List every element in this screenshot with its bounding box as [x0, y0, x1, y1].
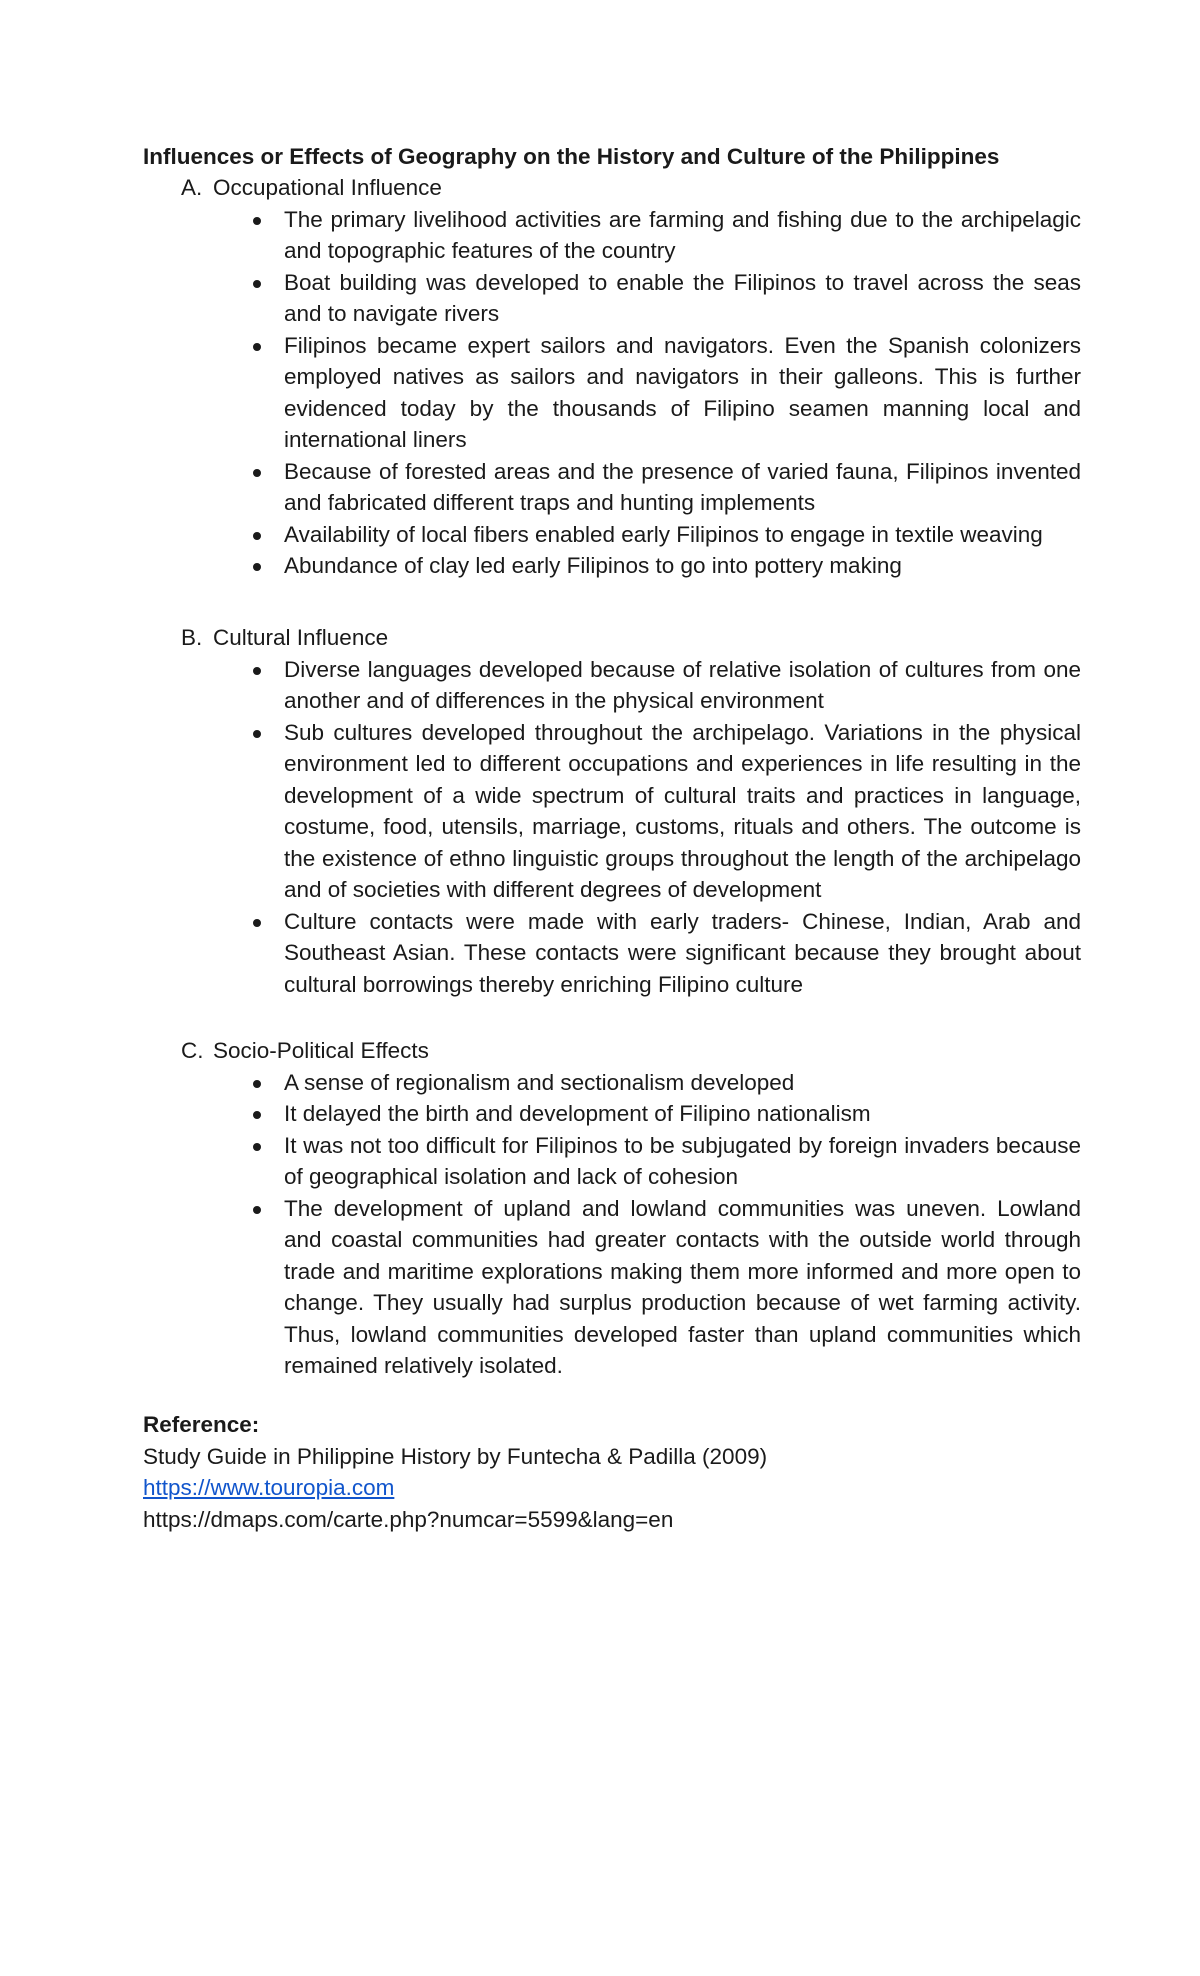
reference-link-touropia[interactable]: https://www.touropia.com	[143, 1475, 395, 1500]
bullet-list	[143, 204, 1083, 582]
bullet-icon	[253, 919, 261, 927]
section-label: Occupational Influence	[213, 175, 442, 200]
section-letter: C.	[181, 1038, 204, 1063]
bullet-icon	[253, 1143, 261, 1151]
bullet-text: Boat building was developed to enable the Filipinos to travel across the seas and to navigate rivers	[284, 269, 1081, 326]
section-heading	[143, 622, 1083, 654]
bullet-icon	[253, 1111, 261, 1119]
bullet-icon	[253, 280, 261, 288]
reference-book: Study Guide in Philippine History by Funtecha & Padilla (2009)	[143, 1443, 768, 1469]
section-socio-political-effects	[143, 1035, 1083, 1382]
bullet-text: Diverse languages developed because of relative isolation of cultures from one another and of differences in the physical environment	[284, 656, 1081, 713]
list-item	[143, 906, 1083, 1001]
bullet-icon	[253, 563, 261, 571]
list-item	[143, 1098, 1083, 1130]
bullet-text: Culture contacts were made with early traders- Chinese, Indian, Arab and Southeast Asian. These contacts were significant because they brought about cultural borrowings thereby enriching Filipino culture	[284, 908, 1081, 997]
section-label: Socio-Political Effects	[213, 1038, 429, 1063]
bullet-list	[143, 654, 1083, 1001]
list-item	[143, 1067, 1083, 1099]
bullet-text: Abundance of clay led early Filipinos to go into pottery making	[284, 553, 902, 578]
list-item	[143, 267, 1083, 330]
section-occupational-influence	[143, 172, 1083, 582]
bullet-icon	[253, 217, 261, 225]
bullet-text: Because of forested areas and the presence of varied fauna, Filipinos invented and fabricated different traps and hunting implements	[284, 458, 1081, 515]
list-item	[143, 456, 1083, 519]
bullet-icon	[253, 343, 261, 351]
bullet-icon	[253, 667, 261, 675]
bullet-icon	[253, 1080, 261, 1088]
reference-heading: Reference:	[143, 1412, 260, 1437]
section-letter: B.	[181, 625, 203, 650]
bullet-text: A sense of regionalism and sectionalism developed	[284, 1069, 795, 1095]
bullet-text: Filipinos became expert sailors and navigators. Even the Spanish colonizers employed natives as sailors and navigators in their galleons. This is further evidenced today by the thousands of Filipino seamen manning local and international liners	[284, 332, 1081, 452]
list-item	[143, 1130, 1083, 1193]
reference-link-dmaps: https://dmaps.com/carte.php?numcar=5599&lang=en	[143, 1506, 674, 1532]
section-heading	[143, 1035, 1083, 1067]
bullet-icon	[253, 469, 261, 477]
bullet-icon	[253, 1206, 261, 1214]
section-label: Cultural Influence	[213, 625, 389, 650]
section-heading	[143, 172, 1083, 204]
list-item	[143, 204, 1083, 267]
bullet-icon	[253, 532, 261, 540]
reference-block	[143, 1409, 1083, 1535]
section-cultural-influence	[143, 622, 1083, 1000]
bullet-list	[143, 1067, 1083, 1382]
list-item	[143, 519, 1083, 551]
list-item	[143, 550, 1083, 582]
section-letter: A.	[181, 175, 203, 200]
list-item	[143, 717, 1083, 906]
bullet-text: The development of upland and lowland communities was uneven. Lowland and coastal communities had greater contacts with the outside world through trade and maritime explorations making them more informed and more open to change. They usually had surplus production because of wet farming activity. Thus, lowland communities developed faster than upland communities which remained relatively isolated.	[284, 1195, 1081, 1378]
bullet-text: Sub cultures developed throughout the archipelago. Variations in the physical environment led to different occupations and experiences in life resulting in the development of a wide spectrum of cultural traits and practices in language, costume, food, utensils, marriage, customs, rituals and others. The outcome is the existence of ethno linguistic groups throughout the length of the archipelago and of societies with different degrees of development	[284, 719, 1081, 902]
list-item	[143, 654, 1083, 717]
bullet-text: Availability of local fibers enabled early Filipinos to engage in textile weaving	[284, 521, 1043, 547]
bullet-icon	[253, 730, 261, 738]
bullet-text: It delayed the birth and development of Filipino nationalism	[284, 1101, 871, 1126]
document-title: Influences or Effects of Geography on the History and Culture of the Philippines	[143, 144, 1000, 169]
list-item	[143, 330, 1083, 456]
bullet-text: It was not too difficult for Filipinos to be subjugated by foreign invaders because of geographical isolation and lack of cohesion	[284, 1132, 1081, 1189]
list-item	[143, 1193, 1083, 1382]
bullet-text: The primary livelihood activities are farming and fishing due to the archipelagic and topographic features of the country	[284, 206, 1081, 263]
